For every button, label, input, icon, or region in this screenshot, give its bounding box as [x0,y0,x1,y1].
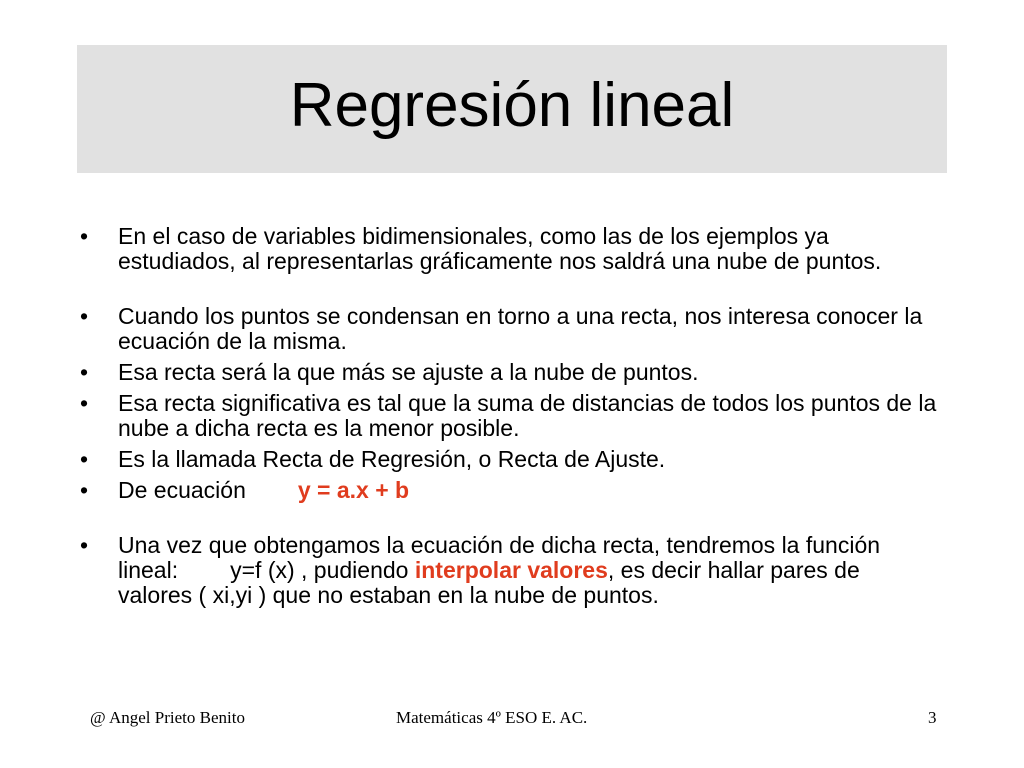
bullet-item [80,304,940,354]
bullet-marker: • [80,303,89,329]
bullet-text: Es la llamada Recta de Regresión, o Recta de Ajuste. [118,446,666,472]
interpolate-highlight: interpolar valores [414,557,608,583]
title-banner [77,45,947,173]
page-title: Regresión lineal [289,71,735,140]
bullet-marker: • [80,359,89,385]
bullet-item [80,478,940,503]
bullet-item [80,360,940,385]
function-expression: y=f (x) [230,557,295,583]
bullet-text-continued: , pudiendo [294,557,415,583]
bullet-marker: • [80,390,89,416]
page-number: 3 [928,708,937,727]
bullet-item [80,391,940,441]
bullet-item [80,447,940,472]
bullet-text-end: , es decir hallar pares de valores ( xi,yi ) que no estaban en la nube de puntos. [118,557,860,608]
bullet-list [80,224,940,608]
bullet-marker: • [80,223,89,249]
bullet-text: Esa recta será la que más se ajuste a la nube de puntos. [118,359,699,385]
bullet-marker: • [80,446,89,472]
bullet-text: Una vez que obtengamos la ecuación de dicha recta, tendremos la función lineal: [118,532,881,583]
equation-label: De ecuación [118,477,246,503]
footer-course: Matemáticas 4º ESO E. AC. [396,708,588,727]
bullet-text: En el caso de variables bidimensionales, como las de los ejemplos ya estudiados, al representarlas gráficamente nos saldrá una nube de puntos. [118,223,882,274]
bullet-text: Esa recta significativa es tal que la suma de distancias de todos los puntos de la nube a dicha recta es la menor posible. [118,390,937,441]
bullet-marker: • [80,532,89,558]
bullet-item [80,533,940,608]
footer-author: @ Angel Prieto Benito [90,708,245,727]
bullet-marker: • [80,477,89,503]
bullet-item [80,224,940,274]
bullet-text: Cuando los puntos se condensan en torno a una recta, nos interesa conocer la ecuación de la misma. [118,303,923,354]
regression-formula: y = a.x + b [297,477,410,503]
